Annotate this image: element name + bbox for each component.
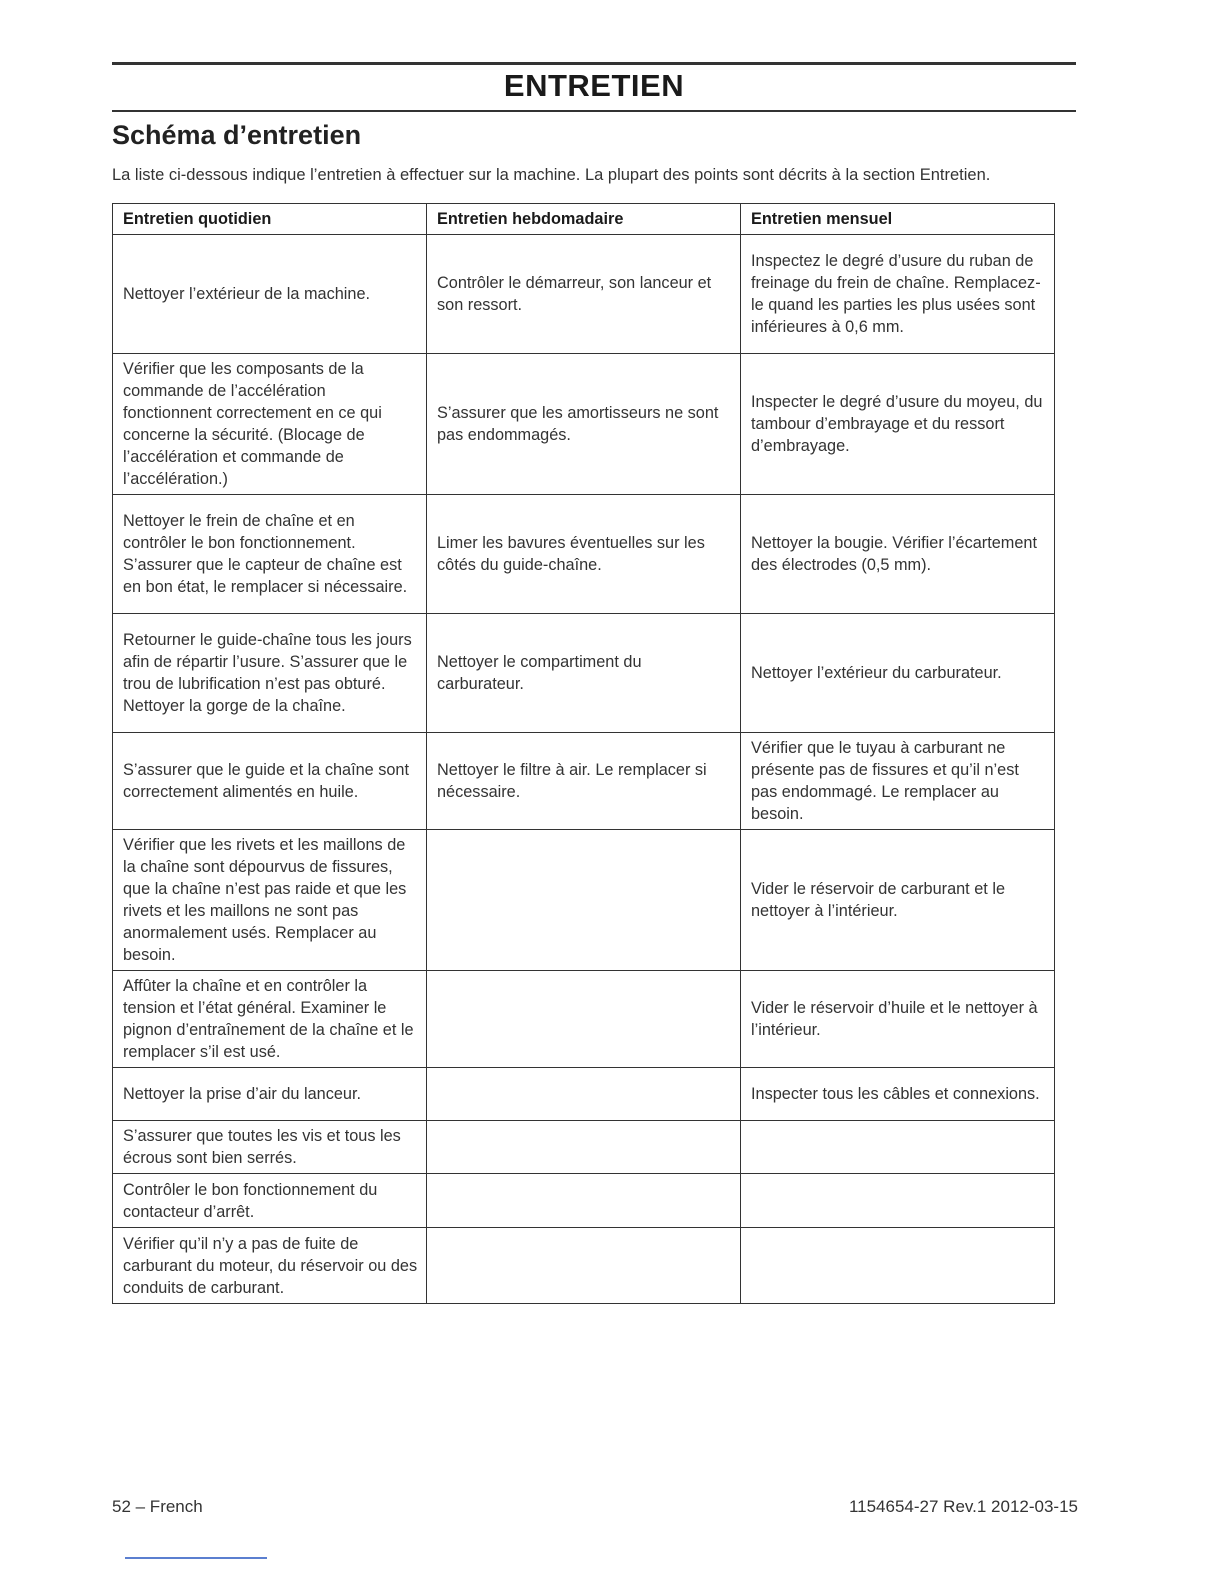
header-monthly: Entretien mensuel bbox=[741, 204, 1055, 235]
header-daily: Entretien quotidien bbox=[113, 204, 427, 235]
section-title: Schéma d’entretien bbox=[112, 120, 362, 150]
cell-daily: Retourner le guide-chaîne tous les jours afin de répartir l’usure. S’assurer que le trou de lubrification n’est pas obturé. Nettoyer la gorge de la chaîne. bbox=[113, 614, 427, 733]
cell-daily: Contrôler le bon fonctionnement du contacteur d’arrêt. bbox=[113, 1174, 427, 1228]
cell-daily: Vérifier que les composants de la commande de l’accélération fonctionnent correctement en ce qui concerne la sécurité. (Blocage de l’accélération et commande de l’accélération.) bbox=[113, 354, 427, 495]
cell-monthly: Inspecter tous les câbles et connexions. bbox=[741, 1068, 1055, 1121]
cell-daily: Affûter la chaîne et en contrôler la tension et l’état général. Examiner le pignon d’entraînement de la chaîne et le remplacer s’il est usé. bbox=[113, 971, 427, 1068]
cell-monthly: Nettoyer la bougie. Vérifier l’écartement des électrodes (0,5 mm). bbox=[741, 495, 1055, 614]
page-number: 52 – French bbox=[112, 1497, 203, 1516]
intro-text: La liste ci-dessous indique l’entretien à effectuer sur la machine. La plupart des points sont décrits à la section Entretien. bbox=[112, 166, 991, 184]
table-row bbox=[113, 495, 1055, 614]
table-row bbox=[113, 1121, 1055, 1174]
cell-daily: Vérifier que les rivets et les maillons de la chaîne sont dépourvus de fissures, que la chaîne n’est pas raide et que les rivets et les maillons ne sont pas anormalement usés. Remplacer au besoin. bbox=[113, 830, 427, 971]
cell-weekly bbox=[427, 1121, 741, 1174]
document-reference: 1154654-27 Rev.1 2012-03-15 bbox=[848, 1497, 1078, 1516]
cell-weekly bbox=[427, 1228, 741, 1304]
cell-weekly bbox=[427, 1174, 741, 1228]
cell-weekly: Nettoyer le compartiment du carburateur. bbox=[427, 614, 741, 733]
cell-daily: S’assurer que toutes les vis et tous les écrous sont bien serrés. bbox=[113, 1121, 427, 1174]
cell-daily: Nettoyer le frein de chaîne et en contrôler le bon fonctionnement. S’assurer que le capteur de chaîne est en bon état, le remplacer si nécessaire. bbox=[113, 495, 427, 614]
cell-daily: Nettoyer la prise d’air du lanceur. bbox=[113, 1068, 427, 1121]
header-weekly: Entretien hebdomadaire bbox=[427, 204, 741, 235]
cell-weekly bbox=[427, 830, 741, 971]
table-row bbox=[113, 733, 1055, 830]
cell-weekly bbox=[427, 1068, 741, 1121]
table-header-row bbox=[113, 204, 1055, 235]
table-row bbox=[113, 1174, 1055, 1228]
table-row bbox=[113, 1068, 1055, 1121]
cell-weekly: Nettoyer le filtre à air. Le remplacer si nécessaire. bbox=[427, 733, 741, 830]
cell-weekly: S’assurer que les amortisseurs ne sont pas endommagés. bbox=[427, 354, 741, 495]
cell-monthly: Nettoyer l’extérieur du carburateur. bbox=[741, 614, 1055, 733]
page-title: ENTRETIEN bbox=[503, 68, 685, 103]
cell-monthly bbox=[741, 1228, 1055, 1304]
table-row bbox=[113, 830, 1055, 971]
table-row bbox=[113, 1228, 1055, 1304]
cell-daily: S’assurer que le guide et la chaîne sont correctement alimentés en huile. bbox=[113, 733, 427, 830]
cell-monthly: Inspecter le degré d’usure du moyeu, du tambour d’embrayage et du ressort d’embrayage. bbox=[741, 354, 1055, 495]
cell-monthly bbox=[741, 1121, 1055, 1174]
cell-monthly: Vérifier que le tuyau à carburant ne présente pas de fissures et qu’il n’est pas endommagé. Le remplacer au besoin. bbox=[741, 733, 1055, 830]
cell-monthly: Vider le réservoir d’huile et le nettoyer à l’intérieur. bbox=[741, 971, 1055, 1068]
title-rule bbox=[112, 110, 1076, 112]
cell-monthly: Vider le réservoir de carburant et le nettoyer à l’intérieur. bbox=[741, 830, 1055, 971]
maintenance-table bbox=[112, 203, 1055, 1304]
cell-daily: Nettoyer l’extérieur de la machine. bbox=[113, 235, 427, 354]
cell-weekly: Contrôler le démarreur, son lanceur et son ressort. bbox=[427, 235, 741, 354]
table-row bbox=[113, 614, 1055, 733]
cell-daily: Vérifier qu’il n’y a pas de fuite de carburant du moteur, du réservoir ou des conduits de carburant. bbox=[113, 1228, 427, 1304]
cell-monthly: Inspectez le degré d’usure du ruban de freinage du frein de chaîne. Remplacez-le quand les parties les plus usées sont inférieures à 0,6 mm. bbox=[741, 235, 1055, 354]
table-row bbox=[113, 971, 1055, 1068]
table-row bbox=[113, 354, 1055, 495]
cell-weekly: Limer les bavures éventuelles sur les côtés du guide-chaîne. bbox=[427, 495, 741, 614]
cell-monthly bbox=[741, 1174, 1055, 1228]
table-row bbox=[113, 235, 1055, 354]
link-underline bbox=[125, 1557, 267, 1559]
cell-weekly bbox=[427, 971, 741, 1068]
top-rule bbox=[112, 62, 1076, 65]
